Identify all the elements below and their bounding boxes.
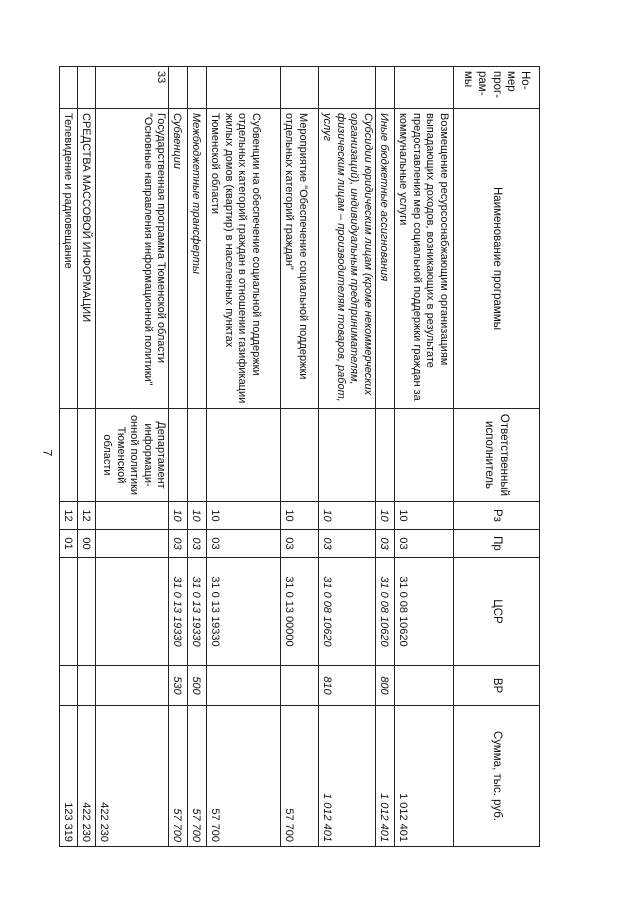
cell-responsible bbox=[188, 409, 207, 502]
cell-sum: 123 319 bbox=[60, 706, 78, 847]
cell-name: Субвенции на обеспечение социальной поддержки отдельных категорий граждан в отношении газификации жилых домов (квартир) в населенных пунктах Тюменской области bbox=[207, 109, 281, 409]
cell-sum: 57 700 bbox=[169, 706, 188, 847]
table-row bbox=[169, 67, 188, 847]
cell-responsible bbox=[281, 409, 319, 502]
cell-rz: 10 bbox=[281, 502, 319, 530]
cell-rz: 10 bbox=[188, 502, 207, 530]
col-header-responsible: Ответственный исполнитель bbox=[454, 409, 540, 502]
cell-number bbox=[169, 67, 188, 109]
cell-number bbox=[60, 67, 78, 109]
table-row bbox=[395, 67, 454, 847]
cell-responsible bbox=[319, 409, 376, 502]
cell-rz: 10 bbox=[319, 502, 376, 530]
cell-rz: 10 bbox=[207, 502, 281, 530]
col-header-number: Но-мер прог-рам-мы bbox=[454, 67, 540, 109]
table-row bbox=[207, 67, 281, 847]
cell-sum: 422 230 bbox=[96, 706, 169, 847]
table-row bbox=[60, 67, 78, 847]
cell-csr bbox=[78, 558, 96, 666]
cell-pr: 01 bbox=[60, 530, 78, 558]
cell-pr bbox=[96, 530, 169, 558]
cell-responsible bbox=[60, 409, 78, 502]
cell-pr: 03 bbox=[319, 530, 376, 558]
table-row bbox=[376, 67, 395, 847]
cell-sum: 57 700 bbox=[188, 706, 207, 847]
cell-vr bbox=[281, 666, 319, 706]
cell-vr bbox=[96, 666, 169, 706]
cell-number bbox=[319, 67, 376, 109]
cell-name: Государственная программа Тюменской области "Основные направления информационной политики" bbox=[96, 109, 169, 409]
col-header-csr: ЦСР bbox=[454, 558, 540, 666]
cell-rz: 10 bbox=[169, 502, 188, 530]
cell-vr bbox=[395, 666, 454, 706]
cell-csr bbox=[60, 558, 78, 666]
cell-csr: 31 0 13 00000 bbox=[281, 558, 319, 666]
cell-name: Возмещение ресурсоснабжающим организациям выпадающих доходов, возникающих в результате предоставления мер социальной поддержки граждан за коммунальные услуги bbox=[395, 109, 454, 409]
col-header-name: Наименование программы bbox=[454, 109, 540, 409]
cell-number bbox=[281, 67, 319, 109]
cell-vr: 800 bbox=[376, 666, 395, 706]
cell-name: Субвенции bbox=[169, 109, 188, 409]
cell-vr bbox=[60, 666, 78, 706]
cell-csr: 31 0 08 10620 bbox=[376, 558, 395, 666]
cell-name: СРЕДСТВА МАССОВОЙ ИНФОРМАЦИИ bbox=[78, 109, 96, 409]
cell-sum: 57 700 bbox=[281, 706, 319, 847]
cell-responsible bbox=[207, 409, 281, 502]
cell-responsible: Департамент информаци-онной политики Тюменской области bbox=[96, 409, 169, 502]
cell-name: Межбюджетные трансферты bbox=[188, 109, 207, 409]
cell-sum: 1 012 401 bbox=[395, 706, 454, 847]
cell-name: Иные бюджетные ассигнования bbox=[376, 109, 395, 409]
table-row bbox=[96, 67, 169, 847]
cell-vr bbox=[78, 666, 96, 706]
table-row bbox=[188, 67, 207, 847]
cell-rz bbox=[96, 502, 169, 530]
cell-number bbox=[207, 67, 281, 109]
cell-pr: 03 bbox=[188, 530, 207, 558]
col-header-rz: Рз bbox=[454, 502, 540, 530]
cell-csr bbox=[96, 558, 169, 666]
cell-responsible bbox=[376, 409, 395, 502]
cell-pr: 03 bbox=[281, 530, 319, 558]
cell-csr: 31 0 08 10620 bbox=[395, 558, 454, 666]
cell-responsible bbox=[169, 409, 188, 502]
cell-csr: 31 0 08 10620 bbox=[319, 558, 376, 666]
cell-sum: 422 230 bbox=[78, 706, 96, 847]
cell-pr: 03 bbox=[376, 530, 395, 558]
cell-rz: 12 bbox=[60, 502, 78, 530]
cell-sum: 1 012 401 bbox=[319, 706, 376, 847]
cell-rz: 10 bbox=[395, 502, 454, 530]
cell-responsible bbox=[78, 409, 96, 502]
cell-rz: 12 bbox=[78, 502, 96, 530]
cell-name: Мероприятие "Обеспечение социальной поддержки отдельных категорий граждан" bbox=[281, 109, 319, 409]
cell-responsible bbox=[395, 409, 454, 502]
cell-vr: 500 bbox=[188, 666, 207, 706]
page-number: 7 bbox=[40, 449, 55, 457]
cell-vr: 810 bbox=[319, 666, 376, 706]
cell-sum: 57 700 bbox=[207, 706, 281, 847]
cell-vr bbox=[207, 666, 281, 706]
cell-csr: 31 0 13 19330 bbox=[188, 558, 207, 666]
cell-name: Субсидии юридическим лицам (кроме некоммерческих организаций), индивидуальным предпринимателям, физическим лицам – производителям товаров, работ, услуг bbox=[319, 109, 376, 409]
table-row bbox=[78, 67, 96, 847]
col-header-vr: ВР bbox=[454, 666, 540, 706]
cell-number: 33 bbox=[96, 67, 169, 109]
table-row bbox=[319, 67, 376, 847]
col-header-sum: Сумма, тыс. руб. bbox=[454, 706, 540, 847]
cell-name: Телевидение и радиовещание bbox=[60, 109, 78, 409]
rotated-table-container bbox=[60, 66, 540, 846]
cell-pr: 03 bbox=[207, 530, 281, 558]
cell-rz: 10 bbox=[376, 502, 395, 530]
cell-number bbox=[188, 67, 207, 109]
cell-csr: 31 0 13 19330 bbox=[169, 558, 188, 666]
cell-pr: 03 bbox=[395, 530, 454, 558]
table-row bbox=[281, 67, 319, 847]
cell-pr: 00 bbox=[78, 530, 96, 558]
budget-table bbox=[59, 66, 540, 847]
cell-number bbox=[395, 67, 454, 109]
col-header-pr: Пр bbox=[454, 530, 540, 558]
cell-number bbox=[78, 67, 96, 109]
cell-pr: 03 bbox=[169, 530, 188, 558]
cell-sum: 1 012 401 bbox=[376, 706, 395, 847]
cell-number bbox=[376, 67, 395, 109]
header-row bbox=[454, 67, 540, 847]
cell-csr: 31 0 13 19330 bbox=[207, 558, 281, 666]
cell-vr: 530 bbox=[169, 666, 188, 706]
